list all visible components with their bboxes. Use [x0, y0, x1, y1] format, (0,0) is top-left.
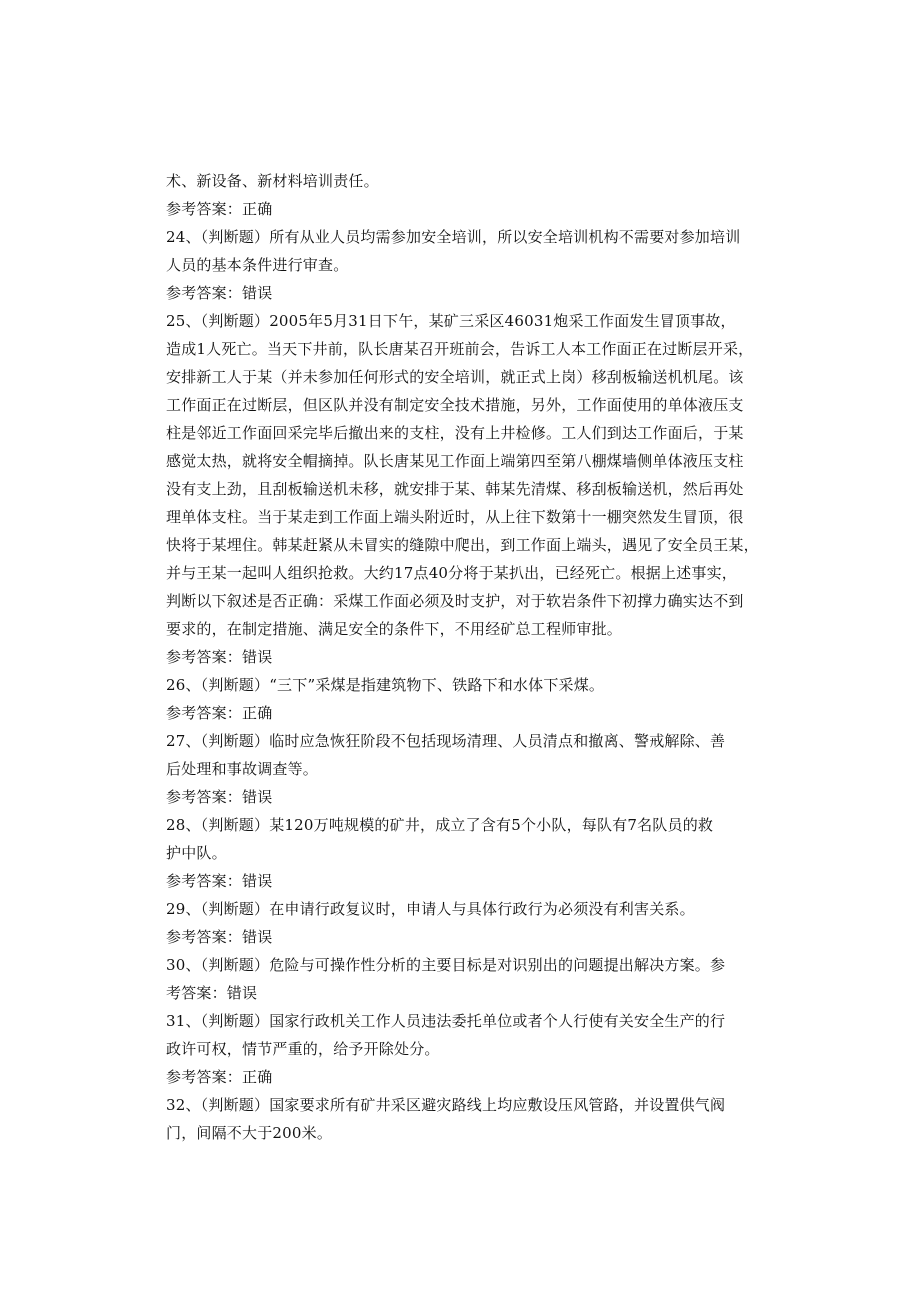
text-line: 没有支上劲，且刮板输送机未移，就安排于某、韩某先清煤、移刮板输送机，然后再处 [166, 480, 744, 498]
answer-line: 参考答案：错误 [166, 928, 273, 946]
question-line: 30、（判断题）危险与可操作性分析的主要目标是对识别出的问题提出解决方案。参 [166, 956, 726, 974]
question-line: 25、（判断题）2005年5月31日下午，某矿三采区46031炮采工作面发生冒顶事故， [166, 312, 736, 330]
text-line: 考答案：错误 [166, 984, 258, 1002]
text-line: 判断以下叙述是否正确：采煤工作面必须及时支护，对于软岩条件下初撑力确实达不到 [166, 592, 744, 610]
text-line: 造成1人死亡。当天下井前，队长唐某召开班前会，告诉工人本工作面正在过断层开采， [166, 340, 754, 358]
text-line: 理单体支柱。当于某走到工作面上端头附近时，从上往下数第十一棚突然发生冒顶，很 [166, 508, 744, 526]
text-line: 护中队。 [166, 844, 227, 862]
answer-line: 参考答案：错误 [166, 788, 273, 806]
text-line: 政许可权，情节严重的，给予开除处分。 [166, 1040, 440, 1058]
text-line: 门，间隔不大于200米。 [166, 1124, 333, 1142]
text-line: 后处理和事故调查等。 [166, 760, 319, 778]
question-line: 26、（判断题）“三下”采煤是指建筑物下、铁路下和水体下采煤。 [166, 676, 605, 694]
answer-line: 参考答案：正确 [166, 704, 273, 722]
text-line: 安排新工人于某（并未参加任何形式的安全培训，就正式上岗）移刮板输送机机尾。该 [166, 368, 744, 386]
answer-line: 参考答案：错误 [166, 284, 273, 302]
question-line: 27、（判断题）临时应急恢狂阶段不包括现场清理、人员清点和撤离、警戒解除、善 [166, 732, 726, 750]
answer-line: 参考答案：错误 [166, 872, 273, 890]
answer-line: 参考答案：错误 [166, 648, 273, 666]
text-line: 并与王某一起叫人组织抢救。大约17点40分将于某扒出，已经死亡。根据上述事实， [166, 564, 737, 582]
text-line: 人员的基本条件进行审查。 [166, 256, 349, 274]
answer-line: 参考答案：正确 [166, 200, 273, 218]
text-line: 感觉太热，就将安全帽摘掉。队长唐某见工作面上端第四至第八棚煤墙侧单体液压支柱 [166, 452, 744, 470]
question-line: 31、（判断题）国家行政机关工作人员违法委托单位或者个人行使有关安全生产的行 [166, 1012, 726, 1030]
answer-line: 参考答案：正确 [166, 1068, 273, 1086]
document-page [166, 167, 760, 1147]
text-line: 工作面正在过断层，但区队并没有制定安全技术措施，另外，工作面使用的单体液压支 [166, 396, 744, 414]
text-line: 柱是邻近工作面回采完毕后撤出来的支柱，没有上井检修。工人们到达工作面后，于某 [166, 424, 744, 442]
text-line: 快将于某埋住。韩某赶紧从未冒实的缝隙中爬出，到工作面上端头，遇见了安全员王某， [166, 536, 759, 554]
question-line: 24、（判断题）所有从业人员均需参加安全培训，所以安全培训机构不需要对参加培训 [166, 228, 741, 246]
question-line: 28、（判断题）某120万吨规模的矿井，成立了含有5个小队，每队有7名队员的救 [166, 816, 714, 834]
question-line: 32、（判断题）国家要求所有矿井采区避灾路线上均应敷设压风管路，并设置供气阀 [166, 1096, 726, 1114]
text-line: 要求的，在制定措施、满足安全的条件下，不用经矿总工程师审批。 [166, 620, 623, 638]
text-line: 术、新设备、新材料培训责任。 [166, 172, 379, 190]
question-line: 29、（判断题）在申请行政复议时，申请人与具体行政行为必须没有利害关系。 [166, 900, 695, 918]
